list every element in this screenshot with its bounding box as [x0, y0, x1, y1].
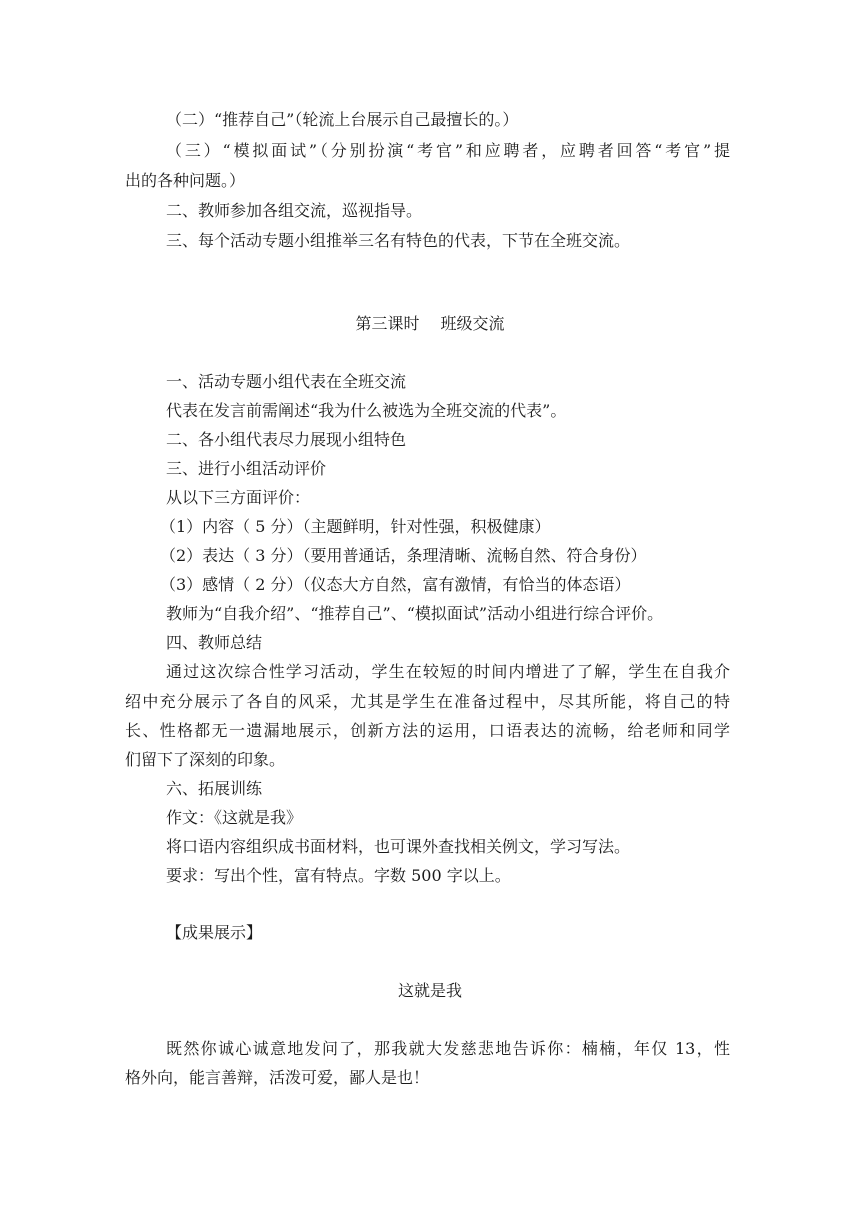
paragraph: 四、教师总结	[166, 633, 263, 652]
paragraph: 将口语内容组织成书面材料，也可课外查找相关例文，学习写法。	[166, 837, 631, 856]
criterion-emotion: （3）感情（ 2 分）（仪态大方自然，富有激情，有恰当的体态语）	[160, 575, 631, 594]
item-recommend-self: （二）“推荐自己”（轮流上台展示自己最擅长的。）	[166, 110, 519, 129]
paragraph: 从以下三方面评价：	[166, 488, 311, 507]
paragraph: 二、各小组代表尽力展现小组特色	[166, 430, 407, 449]
lesson-heading: 第三课时 班级交流	[355, 314, 505, 333]
paragraph: 代表在发言前需阐述“我为什么被选为全班交流的代表”。	[166, 401, 567, 420]
essay-line: 既然你诚心诚意地发问了，那我就大发慈悲地告诉你：楠楠，年仅 13，性	[166, 1039, 730, 1058]
criterion-content: （1）内容（ 5 分）（主题鲜明，针对性强，积极健康）	[160, 517, 551, 536]
summary-line: 们留下了深刻的印象。	[125, 750, 286, 769]
item-mock-interview-line1: （三）“模拟面试”（分别扮演“考官”和应聘者，应聘者回答“考官”提	[166, 141, 730, 160]
criterion-expression: （2）表达（ 3 分）（要用普通话，条理清晰、流畅自然、符合身份）	[160, 546, 647, 565]
paragraph: 六、拓展训练	[166, 779, 263, 798]
paragraph: 一、活动专题小组代表在全班交流	[166, 372, 407, 391]
step-teacher-guidance: 二、教师参加各组交流，巡视指导。	[166, 201, 423, 220]
summary-line: 绍中充分展示了各自的风采，尤其是学生在准备过程中，尽其所能，将自己的特	[125, 692, 730, 711]
item-mock-interview-line2: 出的各种问题。）	[125, 171, 246, 190]
results-label: 【成果展示】	[166, 923, 263, 942]
paragraph: 教师为“自我介绍”、“推荐自己”、“模拟面试”活动小组进行综合评价。	[166, 604, 664, 623]
summary-line: 通过这次综合性学习活动，学生在较短的时间内增进了了解，学生在自我介	[166, 662, 730, 681]
paragraph: 作文：《这就是我》	[166, 808, 303, 827]
step-select-representatives: 三、每个活动专题小组推举三名有特色的代表，下节在全班交流。	[166, 231, 631, 250]
summary-line: 长、性格都无一遗漏地展示，创新方法的运用，口语表达的流畅，给老师和同学	[125, 721, 730, 740]
essay-line: 格外向，能言善辩，活泼可爱，鄙人是也！	[125, 1068, 430, 1087]
paragraph: 要求：写出个性，富有特点。字数 500 字以上。	[166, 866, 511, 885]
essay-title: 这就是我	[397, 981, 462, 1000]
paragraph: 三、进行小组活动评价	[166, 459, 327, 478]
